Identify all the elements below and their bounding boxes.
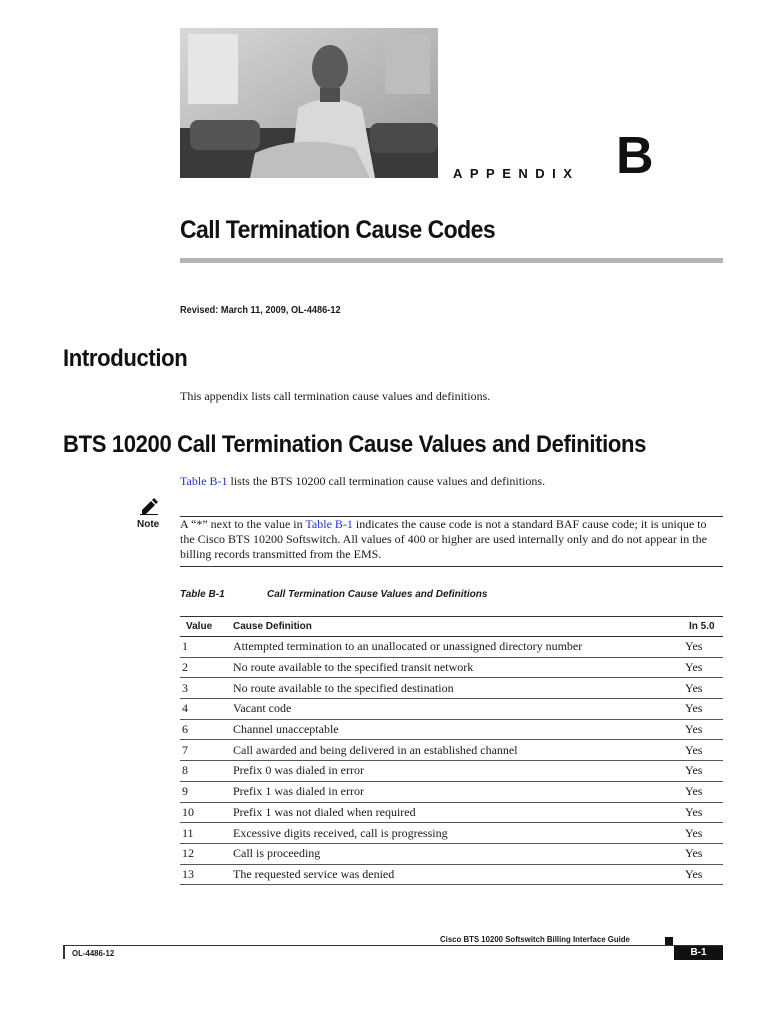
table-row bbox=[180, 740, 723, 761]
cell-value: 6 bbox=[180, 719, 230, 740]
table-reference-text: lists the BTS 10200 call termination cause values and definitions. bbox=[227, 474, 546, 488]
cell-cause-definition: Excessive digits received, call is progressing bbox=[230, 823, 683, 844]
cell-in-5-0: Yes bbox=[683, 802, 723, 823]
cell-cause-definition: Prefix 1 was not dialed when required bbox=[230, 802, 683, 823]
note-bottom-rule bbox=[180, 566, 723, 567]
cell-in-5-0: Yes bbox=[683, 761, 723, 782]
appendix-letter: B bbox=[616, 127, 654, 185]
table-row bbox=[180, 637, 723, 658]
cell-cause-definition: Vacant code bbox=[230, 699, 683, 720]
cell-cause-definition: The requested service was denied bbox=[230, 864, 683, 885]
table-row bbox=[180, 864, 723, 885]
header-photo bbox=[180, 28, 438, 178]
cell-value: 3 bbox=[180, 678, 230, 699]
cell-value: 7 bbox=[180, 740, 230, 761]
note-label: Note bbox=[137, 519, 160, 530]
cell-in-5-0: Yes bbox=[683, 823, 723, 844]
cell-cause-definition: Call is proceeding bbox=[230, 843, 683, 864]
cell-cause-definition: No route available to the specified transit network bbox=[230, 657, 683, 678]
cell-in-5-0: Yes bbox=[683, 781, 723, 802]
introduction-heading: Introduction bbox=[63, 345, 188, 372]
cell-cause-definition: No route available to the specified destination bbox=[230, 678, 683, 699]
footer-guide-title: Cisco BTS 10200 Softswitch Billing Interface Guide bbox=[440, 934, 630, 944]
note-text-before: A “*” next to the value in bbox=[180, 517, 306, 531]
cause-codes-table bbox=[180, 616, 723, 885]
cell-value: 4 bbox=[180, 699, 230, 720]
table-row bbox=[180, 823, 723, 844]
cell-value: 10 bbox=[180, 802, 230, 823]
table-row bbox=[180, 843, 723, 864]
cell-value: 9 bbox=[180, 781, 230, 802]
footer-left-bar bbox=[63, 945, 65, 959]
note-text-after: indicates the cause code is not a standard BAF cause code; it is unique to the Cisco BTS 10200 Softswitch. All values of 400 or higher are used internally only and do not appear in the billing records transmitted from the EMS. bbox=[180, 517, 707, 561]
note-text bbox=[180, 517, 723, 562]
table-b1-link[interactable]: Table B-1 bbox=[180, 474, 228, 488]
cell-in-5-0: Yes bbox=[683, 699, 723, 720]
cell-value: 13 bbox=[180, 864, 230, 885]
cell-in-5-0: Yes bbox=[683, 678, 723, 699]
cell-cause-definition: Prefix 1 was dialed in error bbox=[230, 781, 683, 802]
cell-value: 12 bbox=[180, 843, 230, 864]
cell-in-5-0: Yes bbox=[683, 864, 723, 885]
table-row bbox=[180, 678, 723, 699]
header-in-5-0: In 5.0 bbox=[683, 617, 723, 637]
cell-cause-definition: Channel unacceptable bbox=[230, 719, 683, 740]
page-number: B-1 bbox=[674, 946, 723, 960]
title-rule bbox=[180, 258, 723, 263]
section-heading: BTS 10200 Call Termination Cause Values and Definitions bbox=[63, 431, 647, 458]
appendix-word: APPENDIX bbox=[453, 166, 580, 181]
table-row bbox=[180, 781, 723, 802]
table-row bbox=[180, 657, 723, 678]
cell-value: 2 bbox=[180, 657, 230, 678]
table-caption bbox=[180, 589, 488, 600]
cell-cause-definition: Prefix 0 was dialed in error bbox=[230, 761, 683, 782]
cell-cause-definition: Attempted termination to an unallocated or unassigned directory number bbox=[230, 637, 683, 658]
pencil-icon bbox=[139, 497, 159, 515]
cell-in-5-0: Yes bbox=[683, 637, 723, 658]
table-header-row bbox=[180, 617, 723, 637]
table-row bbox=[180, 699, 723, 720]
cell-in-5-0: Yes bbox=[683, 657, 723, 678]
chapter-title: Call Termination Cause Codes bbox=[180, 216, 496, 244]
cell-in-5-0: Yes bbox=[683, 719, 723, 740]
header-value: Value bbox=[180, 617, 230, 637]
cell-value: 1 bbox=[180, 637, 230, 658]
footer-marker bbox=[665, 937, 673, 945]
introduction-text: This appendix lists call termination cause values and definitions. bbox=[180, 389, 491, 403]
table-row bbox=[180, 719, 723, 740]
footer-doc-number: OL-4486-12 bbox=[72, 948, 115, 958]
note-table-b1-link[interactable]: Table B-1 bbox=[305, 517, 353, 531]
cell-in-5-0: Yes bbox=[683, 740, 723, 761]
cell-value: 11 bbox=[180, 823, 230, 844]
table-row bbox=[180, 761, 723, 782]
table-row bbox=[180, 802, 723, 823]
table-caption-number: Table B-1 bbox=[180, 589, 225, 600]
table-reference-paragraph bbox=[180, 473, 545, 489]
cell-in-5-0: Yes bbox=[683, 843, 723, 864]
footer-rule bbox=[63, 945, 723, 946]
header-cause-definition: Cause Definition bbox=[230, 617, 683, 637]
revised-date: Revised: March 11, 2009, OL-4486-12 bbox=[180, 305, 341, 316]
table-caption-title: Call Termination Cause Values and Definitions bbox=[267, 589, 488, 600]
cell-value: 8 bbox=[180, 761, 230, 782]
cell-cause-definition: Call awarded and being delivered in an established channel bbox=[230, 740, 683, 761]
